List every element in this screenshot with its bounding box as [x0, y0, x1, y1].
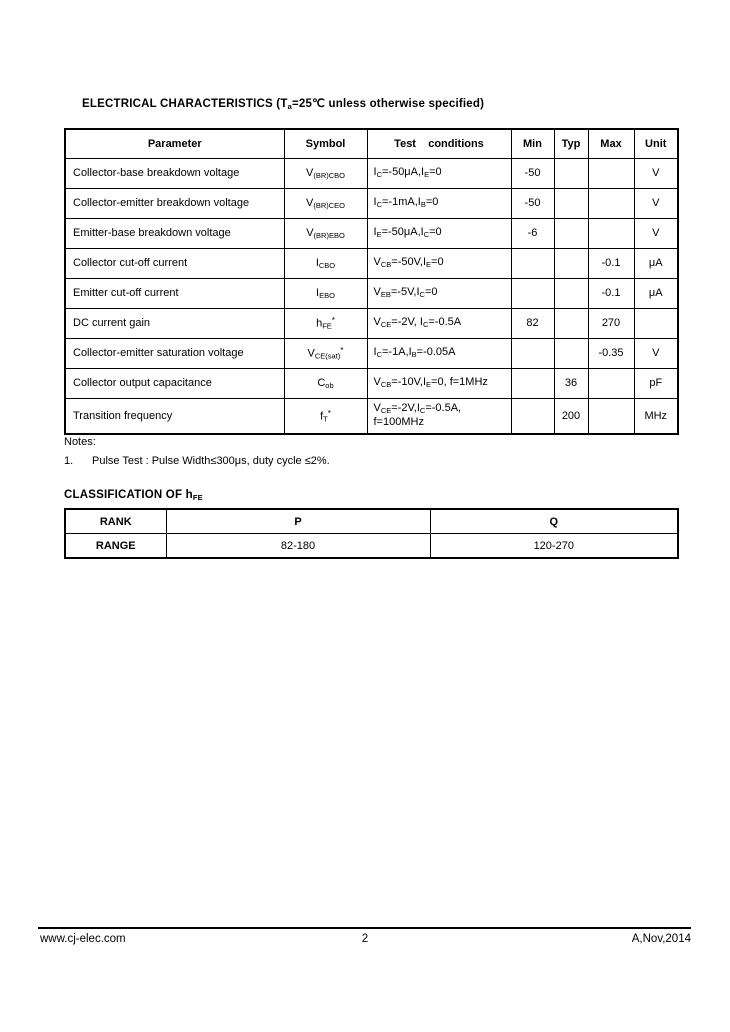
text-segment: V	[373, 286, 381, 299]
table-row	[65, 338, 678, 368]
parameter-cell: Collector cut-off current	[65, 248, 284, 278]
unit-cell: V	[634, 218, 678, 248]
subscript-text: C	[419, 406, 426, 415]
symbol-cell	[284, 188, 367, 218]
rank-p-cell: P	[166, 509, 430, 534]
min-cell	[511, 248, 554, 278]
symbol-cell	[284, 308, 367, 338]
max-cell	[588, 398, 634, 434]
subscript-text: a	[287, 102, 292, 111]
typ-cell	[554, 248, 588, 278]
superscript-text: *	[327, 408, 331, 418]
conditions-cell	[367, 158, 511, 188]
unit-cell: pF	[634, 368, 678, 398]
max-cell	[588, 158, 634, 188]
notes-label: Notes:	[64, 436, 96, 448]
column-header-min: Min	[511, 129, 554, 158]
conditions-cell	[367, 218, 511, 248]
text-segment: =-5V,I	[390, 286, 420, 299]
range-p-cell: 82-180	[166, 534, 430, 559]
text-segment: ELECTRICAL CHARACTERISTICS (T	[82, 98, 288, 110]
table-row	[65, 368, 678, 398]
table-row	[65, 248, 678, 278]
text-segment: I	[373, 196, 377, 209]
table-row	[65, 398, 678, 434]
unit-cell: V	[634, 338, 678, 368]
footer-page-number: 2	[361, 933, 369, 945]
typ-cell	[554, 338, 588, 368]
typ-cell: 36	[554, 368, 588, 398]
subscript-text: E	[426, 380, 432, 390]
max-cell	[588, 188, 634, 218]
note-text: Pulse Test : Pulse Width≤300μs, duty cycle ≤2%.	[92, 455, 330, 467]
parameter-cell: Emitter-base breakdown voltage	[65, 218, 284, 248]
text-segment: f=100MHz	[373, 415, 424, 428]
min-cell: -50	[511, 158, 554, 188]
text-segment: =-50V,I	[391, 256, 427, 269]
subscript-text: CE	[380, 320, 392, 330]
typ-cell	[554, 188, 588, 218]
conditions-cell	[367, 278, 511, 308]
subscript-text: FE	[322, 321, 332, 331]
note-number: 1.	[64, 455, 74, 467]
classification-range-row	[65, 534, 678, 559]
text-segment: V	[305, 196, 314, 209]
symbol-cell	[284, 398, 367, 434]
column-header-max: Max	[588, 129, 634, 158]
subscript-text: EBO	[319, 290, 335, 300]
text-segment: V	[373, 256, 381, 269]
symbol-cell	[284, 338, 367, 368]
conditions-cell	[367, 188, 511, 218]
unit-cell	[634, 308, 678, 338]
table-header-row	[65, 129, 678, 158]
text-segment: V	[305, 166, 314, 179]
text-segment: h	[316, 317, 323, 330]
text-segment: I	[315, 256, 319, 269]
rank-label-cell: RANK	[65, 509, 166, 534]
text-segment: =0	[429, 226, 442, 239]
symbol-cell	[284, 248, 367, 278]
column-header-typ: Typ	[554, 129, 588, 158]
text-segment: V	[373, 402, 381, 414]
subscript-text: E	[424, 170, 430, 180]
unit-cell: MHz	[634, 398, 678, 434]
min-cell: -6	[511, 218, 554, 248]
typ-cell: 200	[554, 398, 588, 434]
subscript-text: E	[426, 260, 432, 270]
subscript-text: T	[323, 414, 328, 423]
subscript-text: (BR)CEO	[313, 200, 345, 210]
symbol-cell	[284, 368, 367, 398]
subscript-text: C	[376, 200, 382, 210]
text-segment: I	[373, 226, 377, 239]
text-segment: CLASSIFICATION OF h	[64, 489, 193, 501]
parameter-cell: Collector output capacitance	[65, 368, 284, 398]
symbol-cell	[284, 158, 367, 188]
column-header-test-conditions: Test conditions	[367, 129, 511, 158]
table-row	[65, 158, 678, 188]
parameter-cell: Collector-emitter saturation voltage	[65, 338, 284, 368]
conditions-cell	[367, 398, 511, 434]
max-cell	[588, 218, 634, 248]
min-cell	[511, 278, 554, 308]
parameter-cell: Transition frequency	[65, 398, 284, 434]
rank-q-cell: Q	[430, 509, 678, 534]
subscript-text: C	[422, 320, 429, 330]
text-segment: =-0.5A,	[425, 402, 462, 414]
symbol-cell	[284, 278, 367, 308]
text-segment: V	[307, 347, 315, 360]
note-item	[64, 455, 330, 467]
text-segment: I	[373, 346, 377, 359]
subscript-text: EB	[380, 290, 391, 300]
unit-cell: V	[634, 158, 678, 188]
text-segment: V	[306, 226, 314, 239]
subscript-text: FE	[192, 493, 203, 502]
text-segment: V	[373, 376, 381, 389]
text-segment: =-1mA,I	[381, 196, 421, 209]
subscript-text: B	[411, 350, 417, 360]
table-row	[65, 188, 678, 218]
typ-cell	[554, 308, 588, 338]
subscript-text: C	[423, 230, 430, 240]
typ-cell	[554, 158, 588, 188]
min-cell	[511, 398, 554, 434]
subscript-text: (BR)EBO	[313, 230, 345, 240]
typ-cell	[554, 278, 588, 308]
subscript-text: C	[376, 350, 382, 360]
min-cell: -50	[511, 188, 554, 218]
text-segment: =25℃ unless otherwise specified)	[291, 98, 485, 110]
column-header-unit: Unit	[634, 129, 678, 158]
superscript-text: *	[340, 345, 344, 355]
superscript-text: *	[331, 315, 335, 325]
classification-table	[64, 508, 679, 559]
electrical-characteristics-table	[64, 128, 679, 435]
table-row	[65, 308, 678, 338]
subscript-text: CE	[380, 406, 392, 415]
max-cell: -0.1	[588, 248, 634, 278]
parameter-cell: Collector-emitter breakdown voltage	[65, 188, 284, 218]
text-segment: I	[373, 166, 377, 179]
column-header-symbol: Symbol	[284, 129, 367, 158]
conditions-cell	[367, 368, 511, 398]
max-cell: 270	[588, 308, 634, 338]
text-segment: =-0.05A	[416, 346, 456, 359]
subscript-text: ob	[325, 380, 334, 390]
subscript-text: CB	[380, 260, 392, 270]
electrical-characteristics-title	[82, 96, 484, 111]
table-row	[65, 278, 678, 308]
subscript-text: E	[376, 230, 382, 240]
footer-revision-date: A,Nov,2014	[631, 933, 691, 945]
subscript-text: (BR)CBO	[313, 170, 345, 180]
text-segment: =-50μA,I	[381, 166, 425, 179]
subscript-text: CE(sat)	[314, 351, 341, 361]
min-cell	[511, 338, 554, 368]
symbol-cell	[284, 218, 367, 248]
text-segment: =-10V,I	[391, 376, 427, 389]
text-segment: I	[316, 286, 320, 299]
text-segment: =0, f=1MHz	[431, 376, 488, 389]
max-cell: -0.35	[588, 338, 634, 368]
column-header-parameter: Parameter	[65, 129, 284, 158]
conditions-cell	[367, 308, 511, 338]
text-segment: V	[373, 316, 381, 329]
text-segment: =-0.5A	[428, 316, 462, 329]
subscript-text: B	[420, 200, 426, 210]
text-segment: =0	[424, 286, 438, 299]
text-segment: =0	[429, 166, 442, 179]
text-segment: =0	[431, 256, 444, 269]
classification-title	[64, 489, 203, 502]
subscript-text: C	[419, 290, 425, 300]
parameter-cell: Collector-base breakdown voltage	[65, 158, 284, 188]
min-cell: 82	[511, 308, 554, 338]
range-q-cell: 120-270	[430, 534, 678, 559]
conditions-cell	[367, 338, 511, 368]
typ-cell	[554, 218, 588, 248]
unit-cell: μA	[634, 248, 678, 278]
max-cell: -0.1	[588, 278, 634, 308]
unit-cell: V	[634, 188, 678, 218]
max-cell	[588, 368, 634, 398]
text-segment: =0	[425, 196, 439, 209]
footer-website: www.cj-elec.com	[40, 933, 126, 945]
text-segment: =-50μA,I	[381, 226, 424, 239]
range-label-cell: RANGE	[65, 534, 166, 559]
text-segment: =-1A,I	[381, 346, 412, 359]
classification-rank-row	[65, 509, 678, 534]
subscript-text: CB	[380, 380, 392, 390]
electrical-table-body	[65, 158, 678, 434]
text-segment: =-2V,I	[391, 402, 420, 414]
text-segment: C	[317, 376, 326, 389]
min-cell	[511, 368, 554, 398]
footer-rule	[38, 927, 691, 929]
text-segment: f	[320, 410, 324, 422]
conditions-cell	[367, 248, 511, 278]
parameter-cell: DC current gain	[65, 308, 284, 338]
subscript-text: CBO	[318, 260, 336, 270]
unit-cell: μA	[634, 278, 678, 308]
table-row	[65, 218, 678, 248]
subscript-text: C	[376, 170, 382, 180]
parameter-cell: Emitter cut-off current	[65, 278, 284, 308]
text-segment: =-2V, I	[391, 316, 423, 329]
